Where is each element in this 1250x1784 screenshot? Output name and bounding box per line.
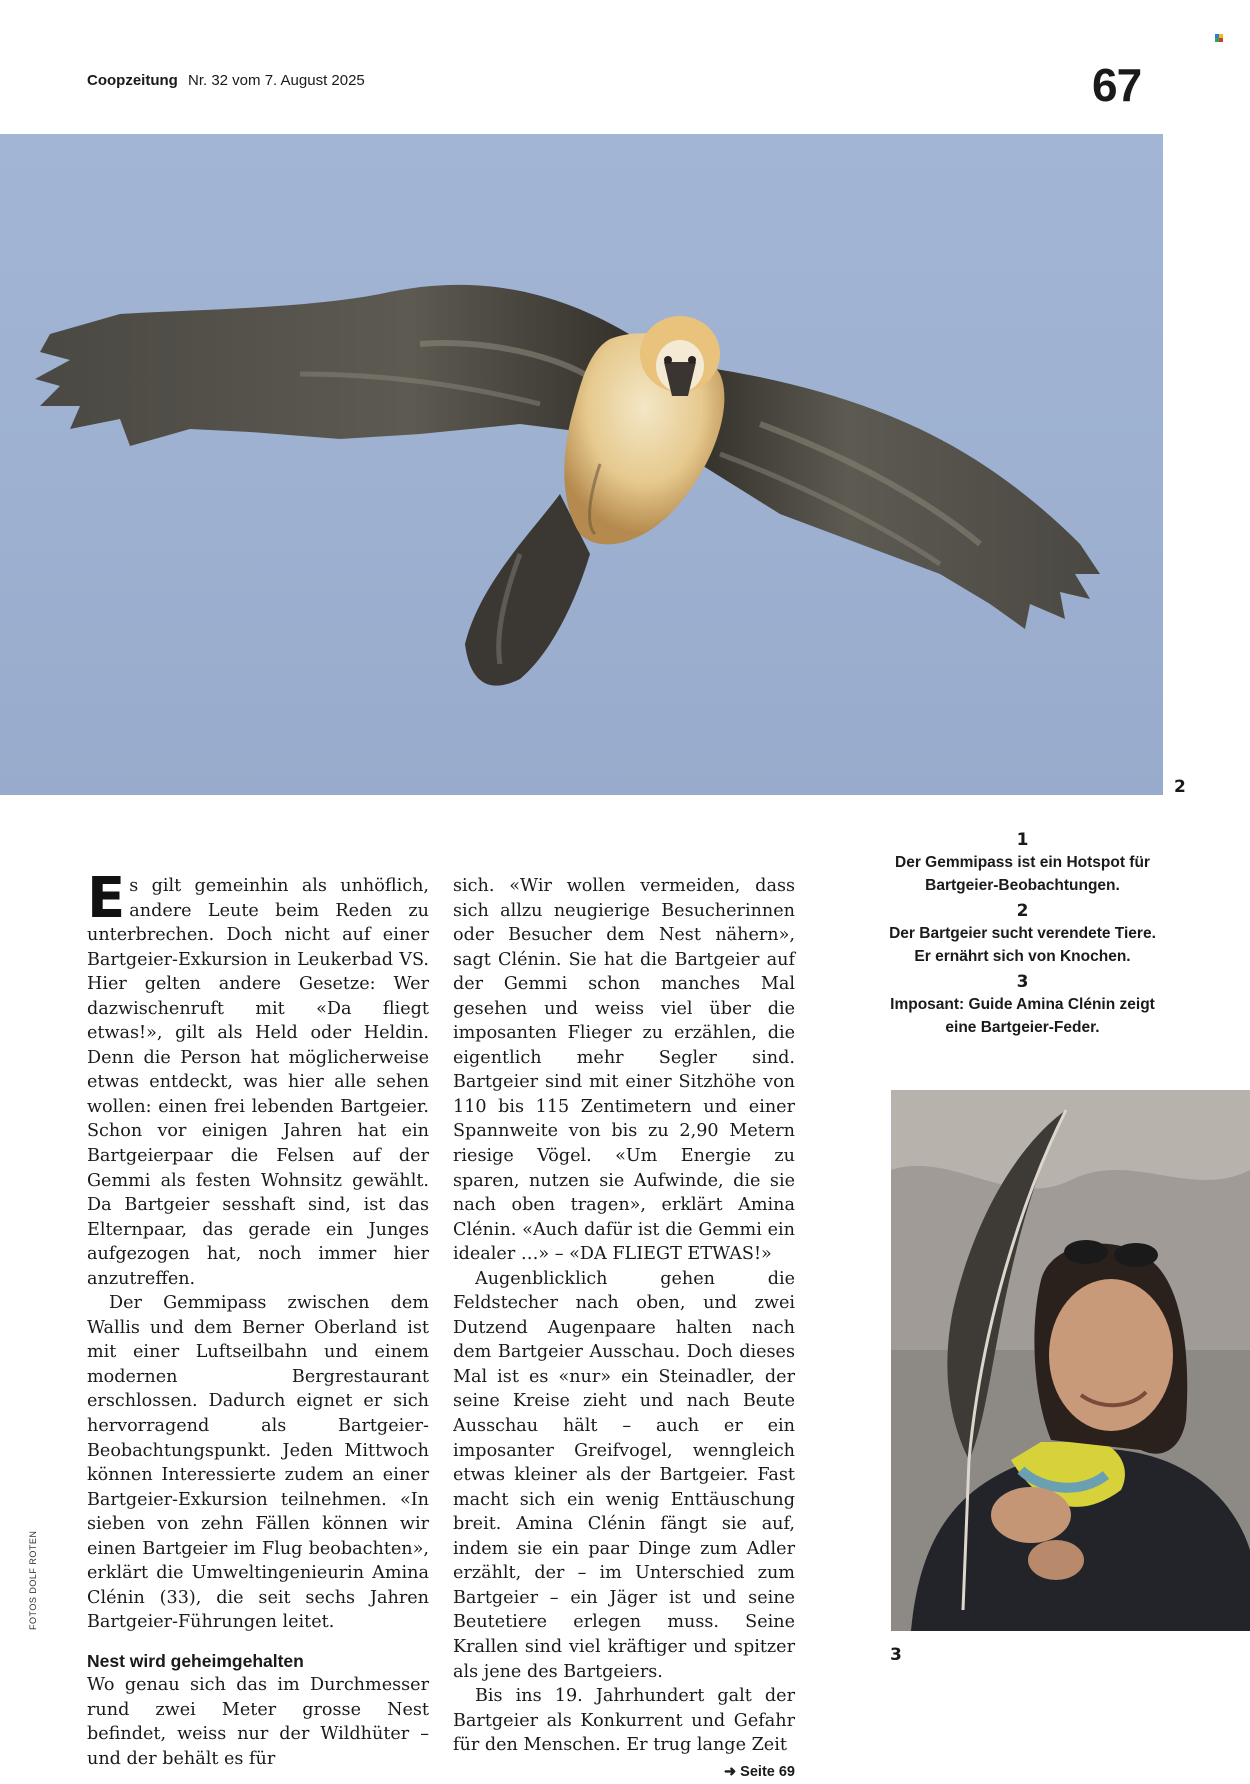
caption-text: Der Bartgeier sucht verendete Tiere. Er ernährt sich von Knochen.	[889, 925, 1156, 965]
paragraph-text: Bis ins 19. Jahrhundert galt der Bartgeier als Konkurrent und Gefahr für den Menschen. Er trug lange Zeit	[453, 1686, 795, 1756]
figure-number-hero: 2	[1174, 777, 1186, 797]
portrait-photo-guide-with-feather	[891, 1090, 1250, 1631]
article-paragraph: Der Gemmipass zwischen dem Wallis und dem Berner Oberland ist mit einer Luftseilbahn und einem modernen Bergrestaurant erschlossen. Dadurch eignet er sich hervorragend als Bartgeier-Beobachtungspunkt. Jeden Mittwoch können Interessierte zudem an einer Bartgeier-Exkursion teilnehmen. «In sieben von zehn Fällen können wir einen Bartgeier im Flug beobachten», erklärt die Umweltingenieurin Amina Clénin (33), die seit sechs Jahren Bartgeier-Führungen leitet.	[87, 1293, 429, 1633]
hero-photo-bearded-vulture	[0, 134, 1163, 795]
issue-date: Nr. 32 vom 7. August 2025	[188, 72, 365, 89]
article-paragraph: sich. «Wir wollen vermeiden, dass sich allzu neugierige Besucherinnen oder Besucher dem Nest nähern», sagt Clénin. Sie hat die Bartgeier auf der Gemmi schon manches Mal gesehen und weiss viel über die imposanten Flieger zu erzählen, die eigentlich mehr Segler sind. Bartgeier sind mit einer Sitzhöhe von 110 bis 115 Zentimetern und einer Spannweite von bis zu 2,90 Metern riesige Vögel. «Um Energie zu sparen, nutzen sie Aufwinde, die sie nach oben tragen», erklärt Amina Clénin. «Auch dafür ist die Gemmi ein idealer …» – «DA FLIEGT ETWAS!»	[453, 876, 795, 1265]
continue-link[interactable]: ➜ Seite 69	[724, 1763, 795, 1780]
caption-number: 2	[1016, 901, 1029, 921]
masthead: Coopzeitung	[87, 72, 178, 89]
photo-credit: FOTOS DOLF ROTEN	[28, 1530, 38, 1630]
guide-feather-illustration	[891, 1090, 1250, 1631]
figure-number-portrait: 3	[890, 1645, 902, 1665]
article-column-1	[87, 866, 429, 1771]
caption-text: Der Gemmipass ist ein Hotspot für Bartgeier-Beobachtungen.	[895, 854, 1150, 894]
article-column-2	[453, 874, 795, 1784]
article-paragraph: Augenblicklich gehen die Feldstecher nach oben, und zwei Dutzend Augenpaare halten nach dem Bartgeier Ausschau. Doch dieses Mal ist es «nur» ein Steinadler, der seine Kreise zieht und nach Beute Ausschau hält – auch er ein imposanter Greifvogel, wenngleich etwas kleiner als der Bartgeier. Fast macht sich ein wenig Enttäuschung breit. Amina Clénin fängt sie auf, indem sie ein paar Dinge zum Adler erzählt, der – im Unterschied zum Bartgeier – ein Jäger ist und seine Beutetiere erlegen muss. Seine Krallen sind viel kräftiger und spitzer als jene des Bartgeiers.	[453, 1268, 795, 1682]
article-subheading: Nest wird geheimgehalten	[87, 1650, 304, 1671]
drop-cap: E	[87, 866, 126, 931]
page-number: 67	[1092, 59, 1142, 111]
article-paragraph	[87, 866, 429, 1291]
bearded-vulture-illustration	[0, 134, 1163, 795]
paragraph-text: s gilt gemeinhin als unhöflich, andere Leute beim Reden zu unterbrechen. Doch nicht auf einer Bartgeier-Exkursion in Leukerbad VS. Hier gelten andere Gesetze: Wer dazwischenruft mit «Da fliegt etwas!», gilt als Held oder Heldin. Denn die Person hat möglicherweise etwas entdeckt, was hier alle sehen wollen: einen frei lebenden Bartgeier. Schon vor einigen Jahren hat ein Bartgeierpaar die Felsen auf der Gemmi als festen Wohnsitz gewählt. Da Bartgeier sesshaft sind, ist das Elternpaar, das gerade ein Junges aufgezogen hat, noch immer hier anzutreffen.	[87, 876, 429, 1289]
article-paragraph	[453, 1684, 795, 1780]
caption-text: Imposant: Guide Amina Clénin zeigt eine Bartgeier-Feder.	[890, 996, 1155, 1036]
article-paragraph: Wo genau sich das im Durchmesser rund zwei Meter grosse Nest befindet, weiss nur der Wildhüter – und der behält es für	[87, 1674, 429, 1769]
caption-number: 1	[1016, 830, 1029, 850]
color-registration-icon	[1215, 34, 1223, 42]
caption-number: 3	[1016, 972, 1029, 992]
caption-block	[880, 828, 1165, 1043]
